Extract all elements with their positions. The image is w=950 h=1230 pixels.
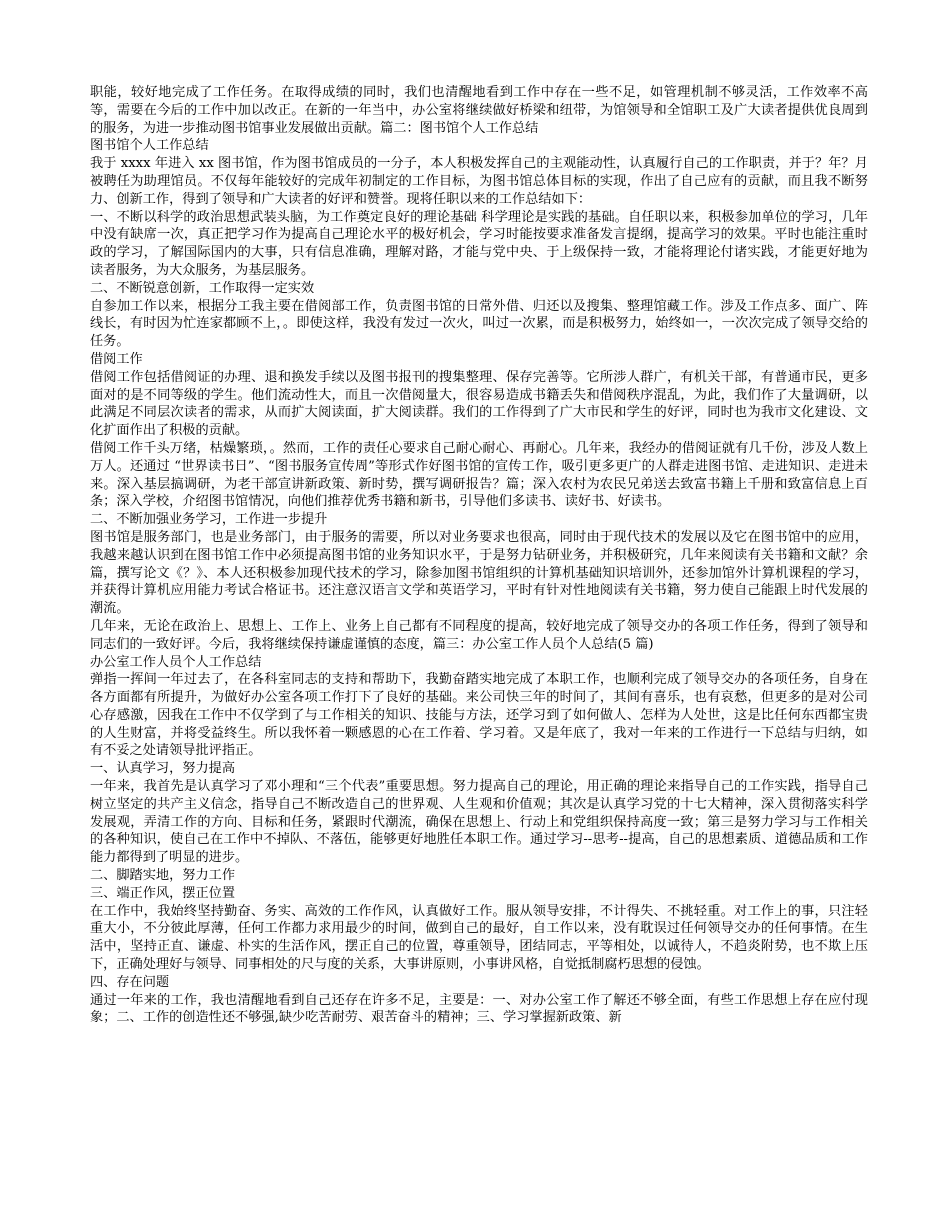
- heading-library-summary: 图书馆个人工作总结: [90, 138, 209, 154]
- document-body: [90, 84, 868, 1027]
- heading-office-summary: 办公室工作人员个人工作总结: [90, 654, 262, 670]
- heading-problems: 四、存在问题: [90, 974, 170, 990]
- paragraph-study: 一年来，我首先是认真学习了邓小理和“三个代表”重要思想。努力提高自己的理论，用正确的理论来指导自己的工作实践，指导自己树立坚定的共产主义信念，指导自己不断改造自己的世界观、人生观和价值观；其次是认真学习党的十七大精神，深入贯彻落实科学发展观，弄清工作的方向、目标和任务，紧跟时代潮流，确保在思想上、行动上和党组织保持高度一致；第三是努力学习与工作相关的各种知识，使自己在工作中不掉队、不落伍，能够更好地胜任本职工作。通过学习--思考--提高，自己的思想素质、道德品质和工作能力都得到了明显的进步。: [90, 779, 868, 866]
- paragraph-section-politics: 一、不断以科学的政治思想武装头脑，为工作奠定良好的理论基础 科学理论是实践的基础。自任职以来，积极参加单位的学习，几年中没有缺席一次，真正把学习作为提高自己理论水平的极好机会，学习时能按要求准备发言提纲，提高学习的效果。平时也能注重时政的学习，了解国际国内的大事，只有信息准确，理解对路，才能与党中央、于上级保持一致，才能将理论付诸实践，才能更好地为读者服务，为大众服务，为基层服务。: [90, 209, 868, 278]
- heading-business-study: 二、不断加强业务学习，工作进一步提升: [90, 512, 328, 528]
- paragraph-intro-continuation: 职能，较好地完成了工作任务。在取得成绩的同时，我们也清醒地看到工作中存在一些不足，如管理机制不够灵活，工作效率不高等，需要在今后的工作中加以改正。在新的一年当中，办公室将继续做好桥梁和纽带，为馆领导和全馆职工及广大读者提供优良周到的服务，为进一步推动图书馆事业发展做出贡献。篇二：图书馆个人工作总结: [90, 85, 868, 136]
- paragraph-lending-work: 借阅工作包括借阅证的办理、退和换发手续以及图书报刊的搜集整理、保存完善等。它所涉人群广，有机关干部，有普通市民，更多面对的是不同等级的学生。他们流动性大，而且一次借阅量大，很容易造成书籍丢失和借阅秩序混乱，为此，我们作了大量调研，以此满足不同层次读者的需求，从而扩大阅读面，扩大阅读群。我们的工作得到了广大市民和学生的好评，同时也为我市文化建设、文化扩面作出了积极的贡献。: [90, 369, 868, 439]
- heading-study: 一、认真学习，努力提高: [90, 761, 236, 777]
- paragraph-problems: 通过一年来的工作，我也清醒地看到自己还存在许多不足，主要是：一、对办公室工作了解还不够全面，有些工作思想上存在应付现象；二、工作的创造性还不够强,缺少吃苦耐劳、艰苦奋斗的精神；三、学习掌握新政策、新: [90, 992, 868, 1026]
- paragraph-library-conclusion: 几年来，无论在政治上、思想上、工作上、业务上自己都有不同程度的提高，较好地完成了领导交办的各项工作任务，得到了领导和同志们的一致好评。今后，我将继续保持谦虚谨慎的态度，篇三：办公室工作人员个人总结(5 篇): [90, 618, 868, 652]
- paragraph-work-style: 在工作中，我始终坚持勤奋、务实、高效的工作作风，认真做好工作。服从领导安排，不计得失、不挑轻重。对工作上的事，只注轻重大小，不分彼此厚薄，任何工作都力求用最少的时间，做到自己的最好，自工作以来，没有耽误过任何领导交办的任何事情。在生活中，坚持正直、谦虚、朴实的生活作风，摆正自己的位置，尊重领导，团结同志，平等相处，以诚待人，不趋炎附势，也不欺上压下，正确处理好与领导、同事相处的尺与度的关系，大事讲原则，小事讲风格，自觉抵制腐朽思想的侵蚀。: [90, 903, 868, 973]
- paragraph-lending-details: 借阅工作千头万绪，枯燥繁琐，。然而，工作的责任心要求自己耐心耐心、再耐心。几年来，我经办的借阅证就有几千份，涉及人数上万人。还通过 “世界读书日”、“图书服务宣传周”等形式作好图书馆的宣传工作，吸引更多更广的人群走进图书馆、走进知识、走进未来。深入基层搞调研，为老干部宣讲新政策、新时势，撰写调研报告？篇；深入农村为农民兄弟送去致富书籍上千册和致富信息上百条；深入学校，介绍图书馆情况，向他们推荐优秀书籍和新书，引导他们多读书、读好书、好读书。: [90, 440, 868, 510]
- paragraph-office-intro: 弹指一挥间一年过去了，在各科室同志的支持和帮助下，我勤奋踏实地完成了本职工作，也顺利完成了领导交办的各项任务，自身在各方面都有所提升，为做好办公室各项工作打下了良好的基础。来公司快三年的时间了，其间有喜乐，也有哀愁，但更多的是对公司心存感激，因我在工作中不仅学到了与工作相关的知识、技能与方法，还学习到了如何做人、怎样为人处世，这是比任何东西都宝贵的人生财富，并将受益终生。所以我怀着一颗感恩的心在工作着、学习着。又是年底了，我对一年来的工作进行一下总结与归纳，如有不妥之处请领导批评指正。: [90, 672, 868, 759]
- paragraph-library-intro: 我于 xxxx 年进入 xx 图书馆，作为图书馆成员的一分子，本人积极发挥自己的主观能动性，认真履行自己的工作职责，并于？年？月被聘任为助理馆员。不仅每年能较好的完成年初制定的工作目标，为图书馆总体目标的实现，作出了自己应有的贡献，而且我不断努力、创新工作，得到了领导和广大读者的好评和赞誉。现将任职以来的工作总结如下：: [90, 156, 868, 207]
- heading-lending-work: 借阅工作: [90, 351, 143, 367]
- heading-work-style: 三、端正作风，摆正位置: [90, 885, 236, 901]
- heading-work-hard: 二、脚踏实地，努力工作: [90, 868, 236, 884]
- paragraph-innovation: 自参加工作以来，根据分工我主要在借阅部工作，负责图书馆的日常外借、归还以及搜集、整理馆藏工作。涉及工作点多、面广、阵线长，有时因为忙连家都顾不上，。即使这样，我没有发过一次火，叫过一次累，而是积极努力，始终如一，一次次完成了领导交给的任务。: [90, 298, 868, 350]
- paragraph-business-study: 图书馆是服务部门，也是业务部门，由于服务的需要，所以对业务要求也很高，同时由于现代技术的发展以及它在图书馆中的应用，我越来越认识到在图书馆工作中必须提高图书馆的业务知识水平，于是努力钻研业务，并积极研究，几年来阅读有关书籍和文献？余篇，撰写论文《？》、本人还积极参加现代技术的学习，除参加图书馆组织的计算机基础知识培训外，还参加馆外计算机课程的学习，并获得计算机应用能力考试合格证书。还注意汉语言文学和英语学习，平时有针对性地阅读有关书籍，努力使自己能跟上时代发展的潮流。: [90, 529, 868, 617]
- heading-innovation: 二、不断锐意创新，工作取得一定实效: [90, 280, 315, 296]
